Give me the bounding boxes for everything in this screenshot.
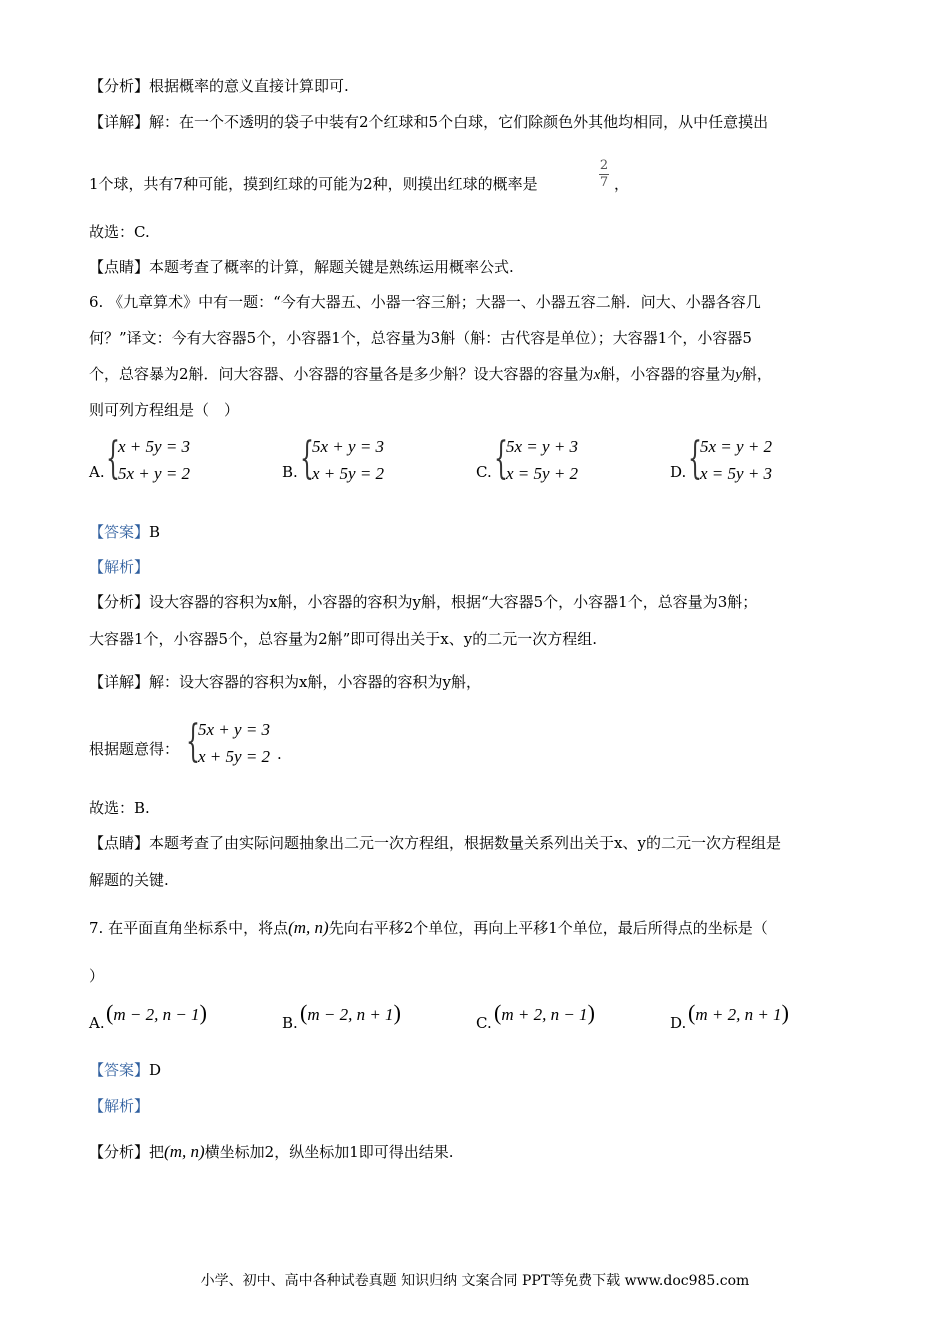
detail-text: 解：在一个不透明的袋子中装有2个红球和5个白球，它们除颜色外其他均相同，从中任意摸出	[149, 113, 769, 131]
q7-jiexi-tag: 【解析】	[89, 1097, 150, 1115]
equation-row: 5x = y + 2	[700, 437, 773, 456]
equation-row: 5x + y = 2	[118, 464, 191, 483]
var-y: y	[735, 367, 742, 383]
q6-stem-line-4: 则可列方程组是（ ）	[89, 401, 240, 419]
equation-row: x + 5y = 2	[198, 747, 271, 766]
q6-fx-line-1	[89, 592, 757, 612]
q6-option-d-label[interactable]: D.	[670, 463, 687, 481]
point-value: m, n	[169, 1142, 199, 1161]
brace-icon: {	[106, 433, 120, 484]
brace-icon: {	[688, 433, 702, 484]
q7-stem-line-1	[89, 918, 768, 938]
detail-line	[89, 112, 768, 132]
equation-row: 5x + y = 3	[312, 437, 385, 456]
q6-dj-1: 本题考查了由实际问题抽象出二元一次方程组，根据数量关系列出关于x、y的二元一次方程组是	[149, 834, 781, 852]
coord-value: m + 2, n − 1	[501, 1005, 588, 1024]
q6-choose-line: 故选：B.	[89, 799, 150, 817]
point-value: m, n	[293, 918, 324, 937]
q7-option-c-label[interactable]: C.	[476, 1014, 492, 1032]
answer-tag: 【答案】	[89, 523, 150, 541]
q7-option-a-label[interactable]: A.	[89, 1014, 105, 1032]
brace-icon: {	[494, 433, 508, 484]
analysis-text: 根据概率的意义直接计算即可.	[149, 77, 349, 95]
detail-tag: 【详解】	[89, 113, 150, 131]
q7-option-d-label[interactable]: D.	[670, 1014, 687, 1032]
probability-fraction	[599, 159, 609, 190]
q6-answer: B	[149, 523, 161, 541]
q7-stem-line-2: ）	[89, 967, 105, 985]
comment-tag: 【点睛】	[89, 258, 150, 276]
q7-stem-1a: 7. 在平面直角坐标系中，将点	[89, 919, 289, 937]
q6-stem-line-2: 何？”译文：今有大容器5个，小容器1个，总容量为3斛（斛：古代容是单位）；大容器1个，小容器5	[89, 329, 752, 347]
brace-icon: {	[300, 433, 314, 484]
q6-system-period: .	[277, 745, 282, 763]
q7-option-c-value[interactable]: (m + 2, n − 1)	[494, 1000, 595, 1025]
q6-stem-3a: 个，总容暴为2斛．问大容器、小容器的容量各是多少斛？设大容器的容量为	[89, 365, 594, 383]
equation-row: 5x = y + 3	[506, 437, 579, 456]
q6-stem-line-3	[89, 364, 772, 385]
q7-option-b-label[interactable]: B.	[282, 1014, 298, 1032]
q7-option-d-value[interactable]: (m + 2, n + 1)	[688, 1000, 789, 1025]
q6-stem-3b: 斛，小容器的容量为	[600, 365, 736, 383]
q7-fx-point: (m, n)	[164, 1142, 205, 1161]
brace-icon: {	[186, 716, 200, 767]
equation-row: x = 5y + 2	[506, 464, 579, 483]
q6-jiexi-tag: 【解析】	[89, 558, 150, 576]
q7-option-b-value[interactable]: (m − 2, n + 1)	[300, 1000, 401, 1025]
analysis-tag: 【分析】	[89, 593, 150, 611]
detail-line-2	[89, 174, 538, 194]
page-footer: 小学、初中、高中各种试卷真题 知识归纳 文案合同 PPT等免费下载 www.doc985.com	[200, 1273, 750, 1289]
q6-fx-1: 设大容器的容积为x斛，小容器的容积为y斛，根据“大容器5个，小容器1个，总容量为3斛；	[149, 593, 758, 611]
q7-fx-a: 把	[149, 1143, 165, 1161]
coord-value: m − 2, n − 1	[113, 1005, 200, 1024]
q6-stem-line-1: 6. 《九章算术》中有一题：“今有大器五、小器一容三斛；大器一、小器五容二斛．问大、小器各容几	[89, 293, 761, 311]
equation-row: x + 5y = 2	[312, 464, 385, 483]
coord-value: m + 2, n + 1	[695, 1005, 782, 1024]
analysis-tag: 【分析】	[89, 1143, 150, 1161]
comment-text: 本题考查了概率的计算，解题关键是熟练运用概率公式.	[149, 258, 514, 276]
q6-xj-1: 解：设大容器的容积为x斛，小容器的容积为y斛，	[149, 673, 481, 691]
analysis-line	[89, 76, 349, 96]
fraction-denominator: 7	[599, 175, 609, 190]
coord-value: m − 2, n + 1	[307, 1005, 394, 1024]
q6-option-c-label[interactable]: C.	[476, 463, 492, 481]
equation-row: x = 5y + 3	[700, 464, 773, 483]
choose-line: 故选：C.	[89, 223, 150, 241]
q6-xj-line-1	[89, 672, 481, 692]
q6-dj-line-1	[89, 833, 781, 853]
q7-point: (m, n)	[288, 918, 329, 937]
detail-text-2: 1个球，共有7种可能，摸到红球的可能为2种，则摸出红球的概率是	[89, 175, 538, 193]
q6-fx-line-2: 大容器1个，小容器5个，总容量为2斛”即可得出关于x、y的二元一次方程组.	[89, 630, 598, 648]
q7-fx-b: 横坐标加2，纵坐标加1即可得出结果.	[204, 1143, 454, 1161]
q6-option-b-label[interactable]: B.	[282, 463, 298, 481]
equation-row: 5x + y = 3	[198, 720, 271, 739]
q7-fx-line	[89, 1142, 454, 1162]
q6-answer-line	[89, 522, 160, 542]
fraction-numerator: 2	[599, 158, 609, 173]
equation-row: x + 5y = 3	[118, 437, 191, 456]
q6-stem-3c: 斛，	[741, 365, 772, 383]
answer-tag: 【答案】	[89, 1061, 150, 1079]
detail-tail: ，	[614, 175, 630, 193]
q6-option-a-label[interactable]: A.	[89, 463, 105, 481]
detail-tag: 【详解】	[89, 673, 150, 691]
q7-stem-1b: 先向右平移2个单位，再向上平移1个单位，最后所得点的坐标是（	[328, 919, 768, 937]
comment-line	[89, 257, 514, 277]
q6-dj-line-2: 解题的关键.	[89, 871, 169, 889]
q7-answer-line	[89, 1060, 161, 1080]
comment-tag: 【点睛】	[89, 834, 150, 852]
q6-xj-line-2: 根据题意得：	[89, 740, 180, 758]
q7-answer: D	[149, 1061, 162, 1079]
q7-option-a-value[interactable]: (m − 2, n − 1)	[106, 1000, 207, 1025]
var-x: x	[593, 367, 601, 383]
analysis-tag: 【分析】	[89, 77, 150, 95]
